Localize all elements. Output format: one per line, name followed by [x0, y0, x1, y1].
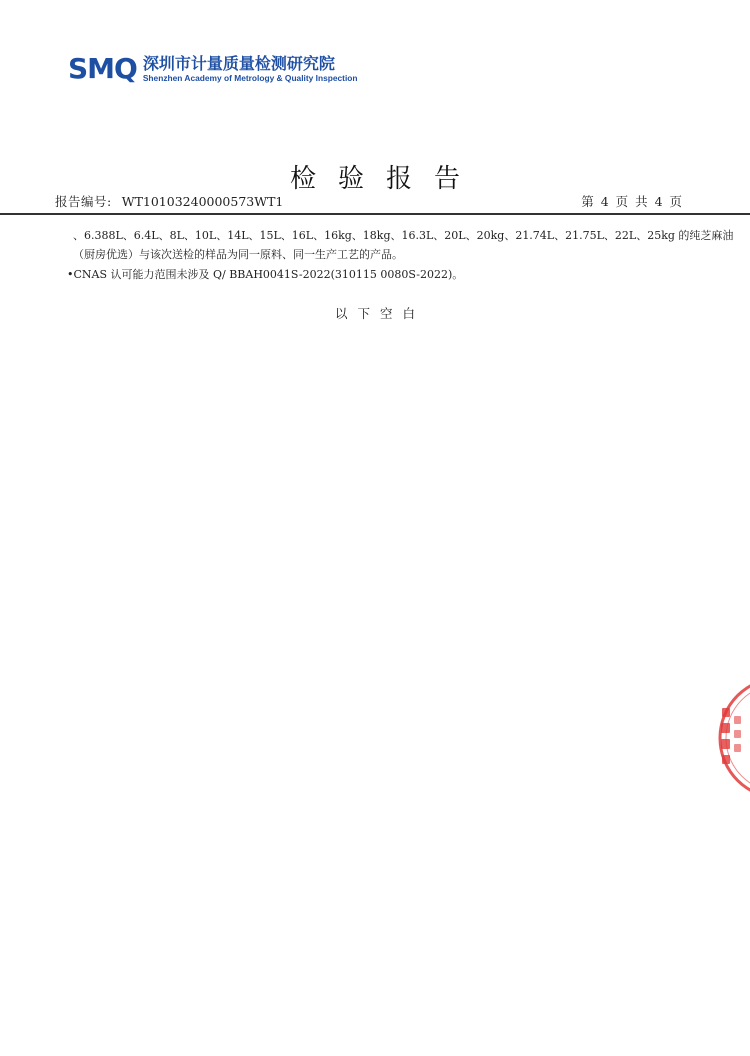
header-divider — [0, 213, 750, 215]
org-logo — [68, 52, 358, 85]
report-title: 检验报告 — [289, 164, 482, 194]
org-name-en: Shenzhen Academy of Metrology & Quality Inspection — [142, 73, 358, 83]
report-number-value: WT10103240000573WT1 — [121, 194, 284, 209]
logo-text — [143, 55, 358, 83]
org-name-cn: 深圳市计量质量检测研究院 — [142, 54, 335, 73]
report-number-label: 报告编号: — [55, 194, 112, 209]
body-line-3: •CNAS 认可能力范围未涉及 Q/ BBAH0041S-2022(310115 0080S-2022)。 — [67, 268, 464, 281]
logo-mark: SMQ — [68, 52, 137, 85]
page-info: 第 4 页 共 4 页 — [581, 194, 682, 209]
blank-notice: 以下空白 — [334, 306, 425, 321]
body-line-1: 、6.388L、6.4L、8L、10L、14L、15L、16L、16kg、18kg、16.3L、20L、20kg、21.74L、21.75L、22L、25kg 的纯芝麻油 — [73, 229, 734, 242]
official-seal-stamp — [718, 668, 750, 808]
body-line-2: （厨房优选）与该次送检的样品为同一原料、同一生产工艺的产品。 — [73, 248, 403, 261]
report-number — [55, 192, 283, 210]
